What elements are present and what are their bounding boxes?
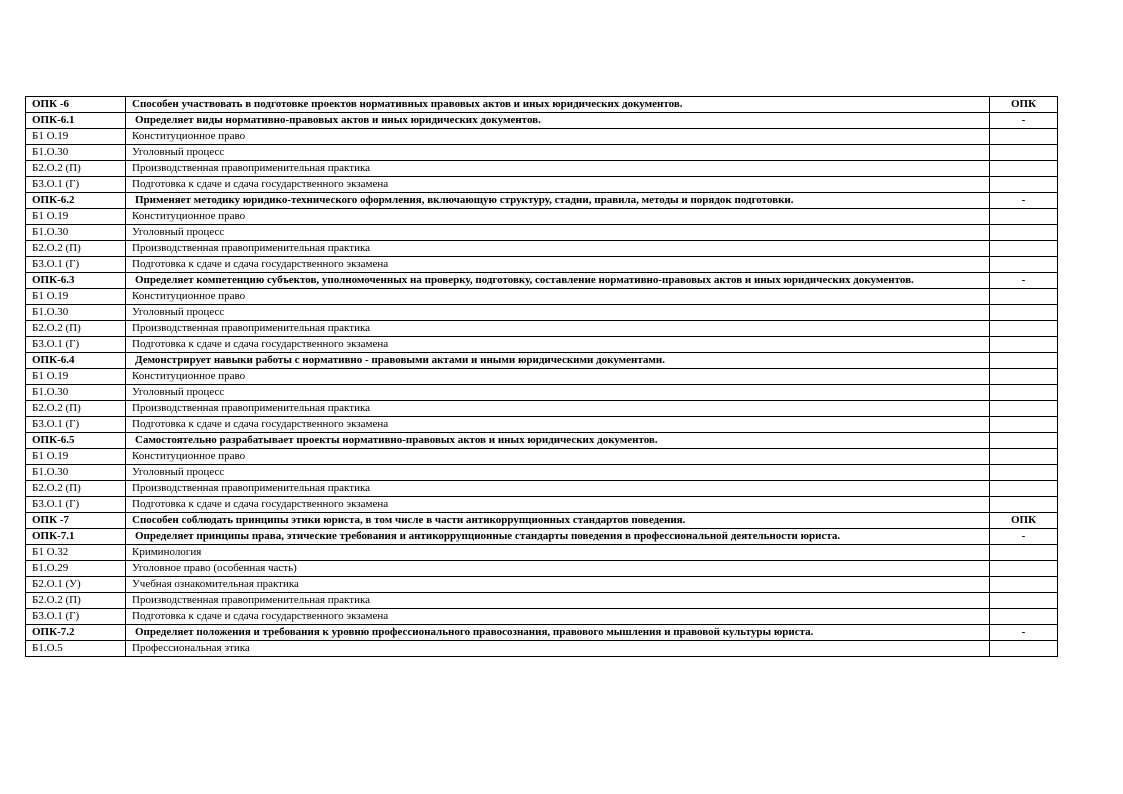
discipline-row [26,289,1058,305]
row-mark [990,225,1058,241]
discipline-row [26,209,1058,225]
row-code: Б2.О.2 (П) [26,481,126,497]
competency-matrix-body [26,97,1058,657]
row-code: ОПК -7 [26,513,126,529]
discipline-row [26,241,1058,257]
row-mark [990,593,1058,609]
row-code: ОПК-7.2 [26,625,126,641]
row-code: Б2.О.2 (П) [26,321,126,337]
row-code: Б2.О.2 (П) [26,593,126,609]
discipline-row [26,417,1058,433]
row-code: Б1.О.30 [26,465,126,481]
row-code: Б3.О.1 (Г) [26,609,126,625]
row-mark [990,545,1058,561]
row-mark [990,417,1058,433]
row-description: Производственная правоприменительная практика [126,321,990,337]
row-code: Б3.О.1 (Г) [26,497,126,513]
discipline-row [26,401,1058,417]
row-code: Б3.О.1 (Г) [26,337,126,353]
row-mark [990,449,1058,465]
row-code: ОПК-6.4 [26,353,126,369]
row-code: ОПК-6.1 [26,113,126,129]
discipline-row [26,337,1058,353]
row-code: Б1 О.19 [26,369,126,385]
row-mark [990,321,1058,337]
row-mark [990,433,1058,449]
row-code: Б1.О.30 [26,305,126,321]
row-mark [990,129,1058,145]
row-code: ОПК-6.3 [26,273,126,289]
row-mark [990,577,1058,593]
row-description: Уголовный процесс [126,305,990,321]
row-code: Б1.О.29 [26,561,126,577]
discipline-row [26,145,1058,161]
row-description: Конституционное право [126,449,990,465]
row-description: Уголовный процесс [126,385,990,401]
row-description: Конституционное право [126,129,990,145]
row-code: Б1.О.5 [26,641,126,657]
row-description: Подготовка к сдаче и сдача государственного экзамена [126,337,990,353]
discipline-row [26,449,1058,465]
row-description: Конституционное право [126,209,990,225]
row-description: Подготовка к сдаче и сдача государственного экзамена [126,177,990,193]
row-description: Производственная правоприменительная практика [126,593,990,609]
row-description: Конституционное право [126,369,990,385]
row-code: Б1.О.30 [26,385,126,401]
row-description: Производственная правоприменительная практика [126,241,990,257]
discipline-row [26,497,1058,513]
discipline-row [26,641,1058,657]
row-description: Уголовный процесс [126,225,990,241]
discipline-row [26,481,1058,497]
row-mark: - [990,273,1058,289]
row-description: Определяет принципы права, этические требования и антикоррупционные стандарты поведения в профессиональной деятельности юриста. [126,529,990,545]
row-mark [990,241,1058,257]
row-mark [990,497,1058,513]
row-mark [990,209,1058,225]
row-code: ОПК -6 [26,97,126,113]
row-code: ОПК-6.5 [26,433,126,449]
row-code: Б1 О.19 [26,449,126,465]
row-mark [990,145,1058,161]
row-mark: ОПК [990,513,1058,529]
row-mark: - [990,625,1058,641]
row-code: Б2.О.2 (П) [26,161,126,177]
competency-matrix-table [25,96,1058,657]
discipline-row [26,609,1058,625]
discipline-row [26,561,1058,577]
row-description: Уголовный процесс [126,465,990,481]
row-mark [990,385,1058,401]
row-description: Подготовка к сдаче и сдача государственного экзамена [126,609,990,625]
row-mark [990,337,1058,353]
indicator-row [26,529,1058,545]
row-code: Б3.О.1 (Г) [26,177,126,193]
row-description: Подготовка к сдаче и сдача государственного экзамена [126,497,990,513]
row-mark [990,305,1058,321]
row-description: Конституционное право [126,289,990,305]
row-mark: - [990,113,1058,129]
discipline-row [26,257,1058,273]
row-description: Профессиональная этика [126,641,990,657]
row-description: Производственная правоприменительная практика [126,481,990,497]
discipline-row [26,385,1058,401]
discipline-row [26,369,1058,385]
competency-row [26,513,1058,529]
row-description: Определяет виды нормативно-правовых актов и иных юридических документов. [126,113,990,129]
row-description: Уголовный процесс [126,145,990,161]
row-description: Производственная правоприменительная практика [126,161,990,177]
discipline-row [26,305,1058,321]
row-description: Способен соблюдать принципы этики юриста, в том числе в части антикоррупционных стандартов поведения. [126,513,990,529]
row-description: Способен участвовать в подготовке проектов нормативных правовых актов и иных юридических документов. [126,97,990,113]
row-mark [990,353,1058,369]
discipline-row [26,225,1058,241]
row-description: Самостоятельно разрабатывает проекты нормативно-правовых актов и иных юридических документов. [126,433,990,449]
row-code: ОПК-6.2 [26,193,126,209]
row-mark [990,161,1058,177]
competency-row [26,97,1058,113]
row-mark [990,177,1058,193]
row-mark: - [990,529,1058,545]
row-mark [990,465,1058,481]
row-code: Б1 О.32 [26,545,126,561]
row-code: Б2.О.1 (У) [26,577,126,593]
discipline-row [26,177,1058,193]
row-code: Б1.О.30 [26,225,126,241]
row-code: Б2.О.2 (П) [26,401,126,417]
row-code: Б3.О.1 (Г) [26,257,126,273]
row-mark [990,369,1058,385]
row-description: Производственная правоприменительная практика [126,401,990,417]
indicator-row [26,433,1058,449]
indicator-row [26,353,1058,369]
row-description: Подготовка к сдаче и сдача государственного экзамена [126,417,990,433]
discipline-row [26,465,1058,481]
row-description: Подготовка к сдаче и сдача государственного экзамена [126,257,990,273]
row-mark: ОПК [990,97,1058,113]
row-code: Б1 О.19 [26,289,126,305]
discipline-row [26,129,1058,145]
row-description: Учебная ознакомительная практика [126,577,990,593]
row-code: Б1.О.30 [26,145,126,161]
row-mark [990,609,1058,625]
indicator-row [26,273,1058,289]
row-description: Определяет компетенцию субъектов, уполномоченных на проверку, подготовку, составление нормативно-правовых актов и иных юридических документов. [126,273,990,289]
row-mark [990,401,1058,417]
row-mark [990,641,1058,657]
row-description: Уголовное право (особенная часть) [126,561,990,577]
row-mark: - [990,193,1058,209]
discipline-row [26,577,1058,593]
discipline-row [26,593,1058,609]
indicator-row [26,193,1058,209]
discipline-row [26,161,1058,177]
row-code: Б1 О.19 [26,129,126,145]
row-mark [990,257,1058,273]
discipline-row [26,321,1058,337]
row-description: Демонстрирует навыки работы с нормативно - правовыми актами и иными юридическими документами. [126,353,990,369]
row-code: Б3.О.1 (Г) [26,417,126,433]
row-description: Применяет методику юридико-технического оформления, включающую структуру, стадии, правила, методы и порядок подготовки. [126,193,990,209]
row-code: ОПК-7.1 [26,529,126,545]
row-mark [990,289,1058,305]
row-description: Криминология [126,545,990,561]
row-mark [990,561,1058,577]
row-description: Определяет положения и требования к уровню профессионального правосознания, правового мышления и правовой культуры юриста. [126,625,990,641]
indicator-row [26,625,1058,641]
indicator-row [26,113,1058,129]
row-mark [990,481,1058,497]
row-code: Б1 О.19 [26,209,126,225]
discipline-row [26,545,1058,561]
row-code: Б2.О.2 (П) [26,241,126,257]
